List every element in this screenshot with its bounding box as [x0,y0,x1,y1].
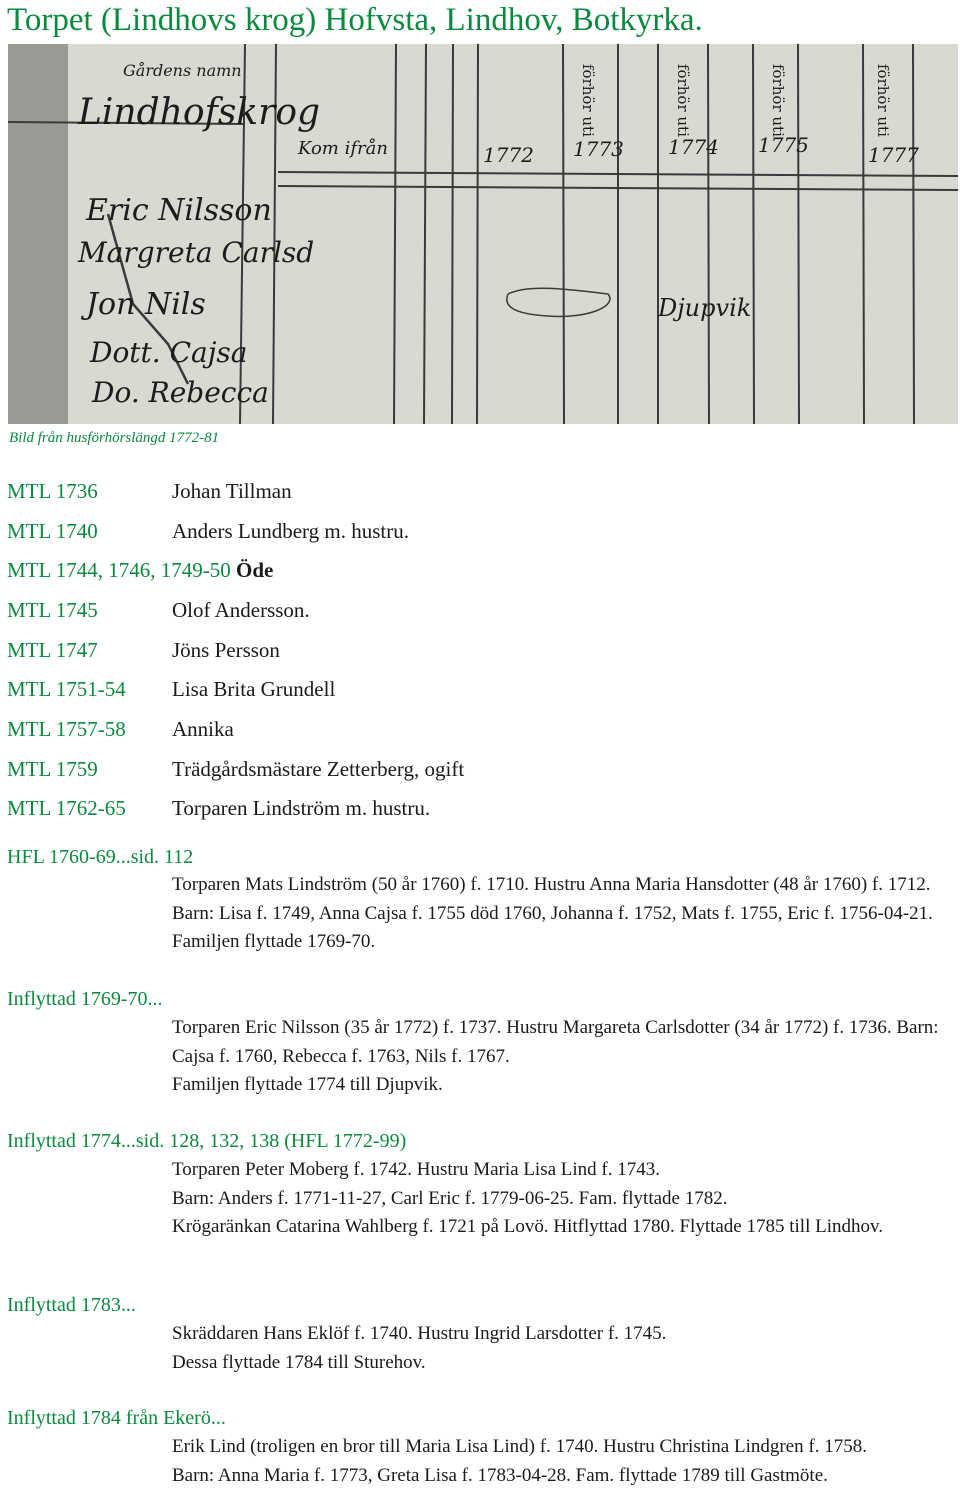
svg-text:Jon Nils: Jon Nils [86,287,206,322]
svg-text:Djupvik: Djupvik [658,294,752,322]
section-heading: Inflyttad 1783... [7,1294,136,1316]
svg-text:1773: 1773 [573,137,624,161]
mtl-row: MTL 1751-54 Lisa Brita Grundell [7,677,336,701]
mtl-row: MTL 1740 Anders Lundberg m. hustru. [7,519,409,543]
section-heading: Inflyttad 1774...sid. 128, 132, 138 (HFL 1772-99) [7,1130,407,1152]
mtl-row: MTL 1762-65 Torparen Lindström m. hustru. [7,796,431,820]
svg-text:Lindhofskrog: Lindhofskrog [78,92,321,133]
section-body [172,1320,942,1377]
household-record-photo [8,44,958,424]
paragraph: Barn: Anna Maria f. 1773, Greta Lisa f. 1783-04-28. Fam. flyttade 1789 till Gastmöte. [172,1464,828,1486]
svg-text:1774: 1774 [668,135,719,159]
paragraph: Skräddaren Hans Eklöf f. 1740. Hustru Ingrid Larsdotter f. 1745. [172,1323,667,1344]
paragraph: Erik Lind (troligen en bror till Maria Lisa Lind) f. 1740. Hustru Christina Lindgren f. 1758. [172,1436,867,1457]
paragraph: Barn: Anders f. 1771-11-27, Carl Eric f. 1779-06-25. Fam. flyttade 1782. [172,1187,728,1209]
svg-text:1775: 1775 [758,133,809,157]
paragraph: Torparen Mats Lindström (50 år 1760) f. 1710. Hustru Anna Maria Hansdotter (48 år 1760) f. 1712. [172,874,931,895]
paragraph: Krögaränkan Catarina Wahlberg f. 1721 på Lovö. Hitflyttad 1780. Flyttade 1785 till Lindhov. [172,1216,884,1237]
svg-text:Kom ifrån: Kom ifrån [298,138,388,159]
household-record-scan [8,44,958,424]
svg-text:1772: 1772 [483,143,534,167]
svg-text:Margreta Carlsd: Margreta Carlsd [78,236,315,269]
column-header-text: förhör uti [874,64,892,137]
paragraph: Dessa flyttade 1784 till Sturehov. [172,1351,426,1373]
section-heading: HFL 1760-69...sid. 112 [7,846,194,868]
mtl-row: MTL 1744, 1746, 1749-50 Öde [7,558,274,582]
paragraph: Familjen flyttade 1774 till Djupvik. [172,1074,443,1095]
mtl-row: MTL 1745 Olof Andersson. [7,598,310,622]
page-title: Torpet (Lindhovs krog) Hofvsta, Lindhov, Botkyrka. [7,2,703,38]
image-caption: Bild från husförhörslängd 1772-81 [9,430,220,446]
column-header-text: förhör uti [579,64,597,137]
section-heading: Inflyttad 1784 från Ekerö... [7,1407,226,1429]
section-body [172,1433,957,1490]
svg-text:Eric Nilsson: Eric Nilsson [86,193,272,228]
paragraph: Barn: Lisa f. 1749, Anna Cajsa f. 1755 död 1760, Johanna f. 1752, Mats f. 1755, Eric f. 1756-04-21. Familjen flyttade 1769-70. [172,902,933,952]
paragraph: Torparen Eric Nilsson (35 år 1772) f. 1737. Hustru Margareta Carlsdotter (34 år 1772) f. 1736. Barn: Cajsa f. 1760, Rebecca f. 1763, Nils f. 1767. [172,1017,939,1067]
section-body [172,871,942,957]
svg-text:Dott. Cajsa: Dott. Cajsa [90,336,248,369]
mtl-row: MTL 1757-58 Annika [7,717,234,741]
svg-text:Gårdens namn: Gårdens namn [123,61,242,80]
column-header-text: förhör uti [674,64,692,137]
svg-text:1777: 1777 [868,143,919,167]
section-body [172,1156,942,1242]
column-header-text: förhör uti [769,64,787,137]
mtl-row: MTL 1736 Johan Tillman [7,479,292,503]
paragraph: Torparen Peter Moberg f. 1742. Hustru Maria Lisa Lind f. 1743. [172,1159,660,1180]
section-heading: Inflyttad 1769-70... [7,988,163,1010]
svg-text:Do. Rebecca: Do. Rebecca [92,376,269,409]
section-body [172,1014,942,1100]
mtl-row: MTL 1747 Jöns Persson [7,638,280,662]
mtl-row: MTL 1759 Trädgårdsmästare Zetterberg, ogift [7,757,465,781]
